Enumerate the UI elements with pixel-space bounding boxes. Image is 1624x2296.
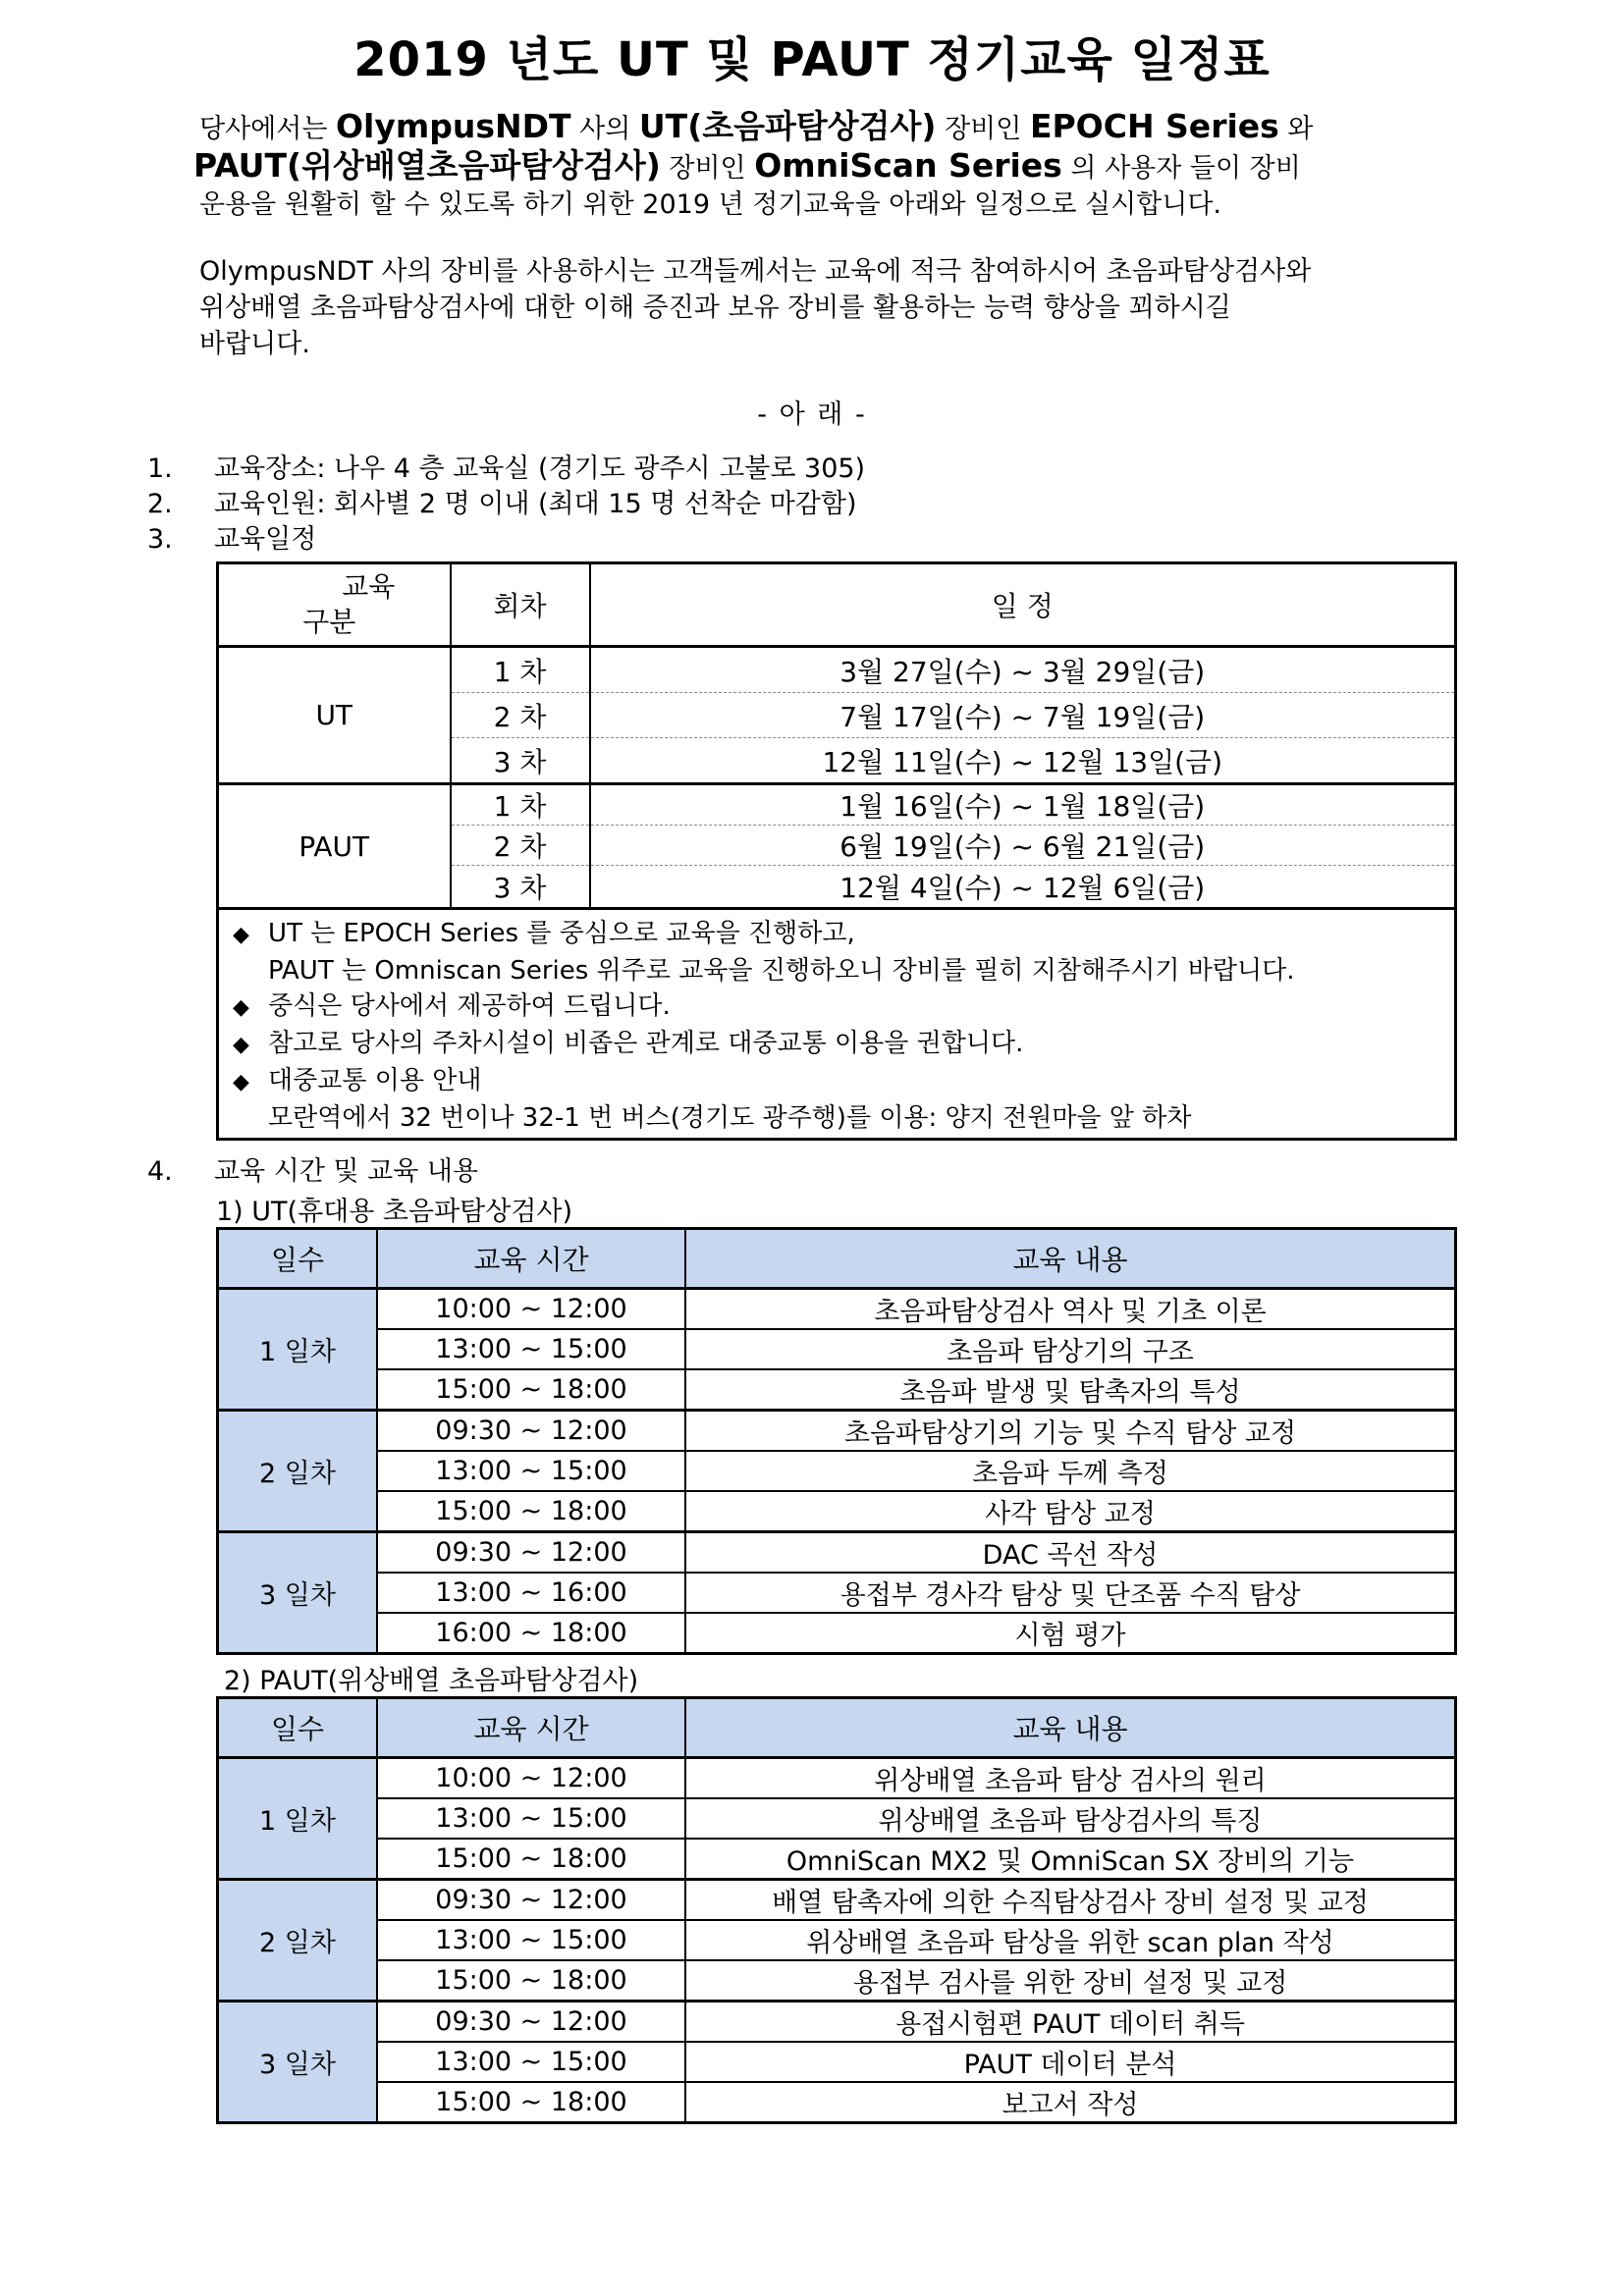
- intro-text: 사의: [570, 114, 639, 144]
- intro-epoch: EPOCH Series: [1029, 107, 1279, 145]
- header-content: 교육 내용: [685, 1229, 1456, 1289]
- intro-text: 의 사용자 들이 장비: [1061, 153, 1301, 184]
- time-cell: 15:00 ~ 18:00: [377, 1960, 685, 2002]
- content-cell: 사각 탐상 교정: [685, 1491, 1456, 1532]
- content-cell: 초음파 두께 측정: [685, 1451, 1456, 1491]
- item-capacity: 2. 교육인원: 회사별 2 명 이내 (최대 15 명 선착순 마감함): [147, 489, 857, 519]
- note-text: 모란역에서 32 번이나 32-1 번 버스(경기도 광주행)를 이용: 양지 전원마을 앞 하차: [268, 1103, 1192, 1133]
- intro-text: 당사에서는: [199, 114, 336, 144]
- note-text: 참고로 당사의 주차시설이 비좁은 관계로 대중교통 이용을 권합니다.: [268, 1029, 1024, 1058]
- date-cell: 12월 4일(수) ~ 12월 6일(금): [590, 866, 1456, 909]
- round-cell: 2 차: [451, 826, 590, 866]
- content-cell: 용접부 검사를 위한 장비 설정 및 교정: [685, 1960, 1456, 2002]
- intro-paragraph-2: [199, 253, 1466, 362]
- section-marker: - 아 래 -: [757, 400, 867, 430]
- content-cell: DAC 곡선 작성: [685, 1532, 1456, 1574]
- intro-text: 위상배열 초음파탐상검사에 대한 이해 증진과 보유 장비를 활용하는 능력 향상을 꾀하시길: [199, 293, 1231, 323]
- note-text: 대중교통 이용 안내: [268, 1066, 482, 1095]
- round-cell: 1 차: [451, 784, 590, 826]
- time-cell: 15:00 ~ 18:00: [377, 1839, 685, 1880]
- category-paut: PAUT: [218, 784, 451, 909]
- time-cell: 15:00 ~ 18:00: [377, 2082, 685, 2123]
- content-cell: 시험 평가: [685, 1613, 1456, 1654]
- round-cell: 3 차: [451, 738, 590, 784]
- intro-text: 장비인: [660, 153, 755, 184]
- intro-ut: UT(초음파탐상검사): [638, 107, 937, 145]
- day-cell: 2 일차: [218, 1411, 378, 1532]
- date-cell: 7월 17일(수) ~ 7월 19일(금): [590, 693, 1456, 738]
- time-cell: 13:00 ~ 15:00: [377, 1451, 685, 1491]
- header-day: 일수: [218, 1698, 378, 1758]
- date-cell: 1월 16일(수) ~ 1월 18일(금): [590, 784, 1456, 826]
- header-time: 교육 시간: [377, 1229, 685, 1289]
- header-round: 회차: [451, 563, 590, 647]
- bullet-icon: ◆: [233, 923, 249, 947]
- category-ut: UT: [218, 647, 451, 784]
- ut-course-title: 1) UT(휴대용 초음파탐상검사): [216, 1197, 573, 1227]
- item-course-heading: 4. 교육 시간 및 교육 내용: [147, 1156, 479, 1187]
- time-cell: 13:00 ~ 15:00: [377, 1920, 685, 1960]
- content-cell: 초음파 발생 및 탐촉자의 특성: [685, 1369, 1456, 1411]
- intro-text: 운용을 원활히 할 수 있도록 하기 위한 2019 년 정기교육을 아래와 일정으로 실시합니다.: [199, 189, 1221, 220]
- header-time: 교육 시간: [377, 1698, 685, 1758]
- intro-omniscan: OmniScan Series: [754, 146, 1062, 185]
- content-cell: PAUT 데이터 분석: [685, 2042, 1456, 2082]
- round-cell: 1 차: [451, 647, 590, 693]
- note-text: PAUT 는 Omniscan Series 위주로 교육을 진행하오니 장비를 필히 지참해주시기 바랍니다.: [268, 956, 1295, 986]
- ut-course-table: [216, 1227, 1457, 1655]
- intro-text: 장비인: [936, 114, 1030, 144]
- content-cell: OmniScan MX2 및 OmniScan SX 장비의 기능: [685, 1839, 1456, 1880]
- time-cell: 09:30 ~ 12:00: [377, 2002, 685, 2043]
- time-cell: 09:30 ~ 12:00: [377, 1880, 685, 1921]
- content-cell: 위상배열 초음파 탐상검사의 특징: [685, 1798, 1456, 1839]
- content-cell: 위상배열 초음파 탐상 검사의 원리: [685, 1758, 1456, 1799]
- content-cell: 용접부 경사각 탐상 및 단조품 수직 탐상: [685, 1573, 1456, 1613]
- schedule-table: [216, 561, 1457, 1141]
- time-cell: 13:00 ~ 15:00: [377, 2042, 685, 2082]
- time-cell: 16:00 ~ 18:00: [377, 1613, 685, 1654]
- time-cell: 09:30 ~ 12:00: [377, 1532, 685, 1574]
- note-text: 중식은 당사에서 제공하여 드립니다.: [268, 991, 671, 1021]
- day-cell: 3 일차: [218, 2002, 378, 2123]
- content-cell: 초음파 탐상기의 구조: [685, 1329, 1456, 1369]
- date-cell: 3월 27일(수) ~ 3월 29일(금): [590, 647, 1456, 693]
- day-cell: 1 일차: [218, 1758, 378, 1880]
- round-cell: 3 차: [451, 866, 590, 909]
- content-cell: 보고서 작성: [685, 2082, 1456, 2123]
- time-cell: 15:00 ~ 18:00: [377, 1491, 685, 1532]
- intro-text: 와: [1278, 114, 1314, 144]
- round-cell: 2 차: [451, 693, 590, 738]
- time-cell: 15:00 ~ 18:00: [377, 1369, 685, 1411]
- page-title: 2019 년도 UT 및 PAUT 정기교육 일정표: [353, 32, 1271, 87]
- time-cell: 10:00 ~ 12:00: [377, 1289, 685, 1330]
- paut-course-table: [216, 1696, 1457, 2124]
- schedule-notes: [218, 909, 1456, 1140]
- day-cell: 1 일차: [218, 1289, 378, 1411]
- header-day: 일수: [218, 1229, 378, 1289]
- time-cell: 13:00 ~ 16:00: [377, 1573, 685, 1613]
- content-cell: 위상배열 초음파 탐상을 위한 scan plan 작성: [685, 1920, 1456, 1960]
- item-schedule-heading: 3. 교육일정: [147, 524, 317, 555]
- time-cell: 13:00 ~ 15:00: [377, 1798, 685, 1839]
- bullet-icon: ◆: [233, 1033, 249, 1057]
- content-cell: 초음파탐상기의 기능 및 수직 탐상 교정: [685, 1411, 1456, 1452]
- header-content: 교육 내용: [685, 1698, 1456, 1758]
- time-cell: 09:30 ~ 12:00: [377, 1411, 685, 1452]
- note-text: UT 는 EPOCH Series 를 중심으로 교육을 진행하고,: [268, 919, 855, 948]
- bullet-icon: ◆: [233, 1070, 249, 1095]
- header-category: 교육 구분: [218, 563, 451, 647]
- intro-paut: PAUT(위상배열초음파탐상검사): [193, 146, 661, 185]
- content-cell: 용접시험편 PAUT 데이터 취득: [685, 2002, 1456, 2043]
- day-cell: 2 일차: [218, 1880, 378, 2002]
- content-cell: 초음파탐상검사 역사 및 기초 이론: [685, 1289, 1456, 1330]
- item-location: 1. 교육장소: 나우 4 층 교육실 (경기도 광주시 고불로 305): [147, 454, 866, 484]
- paut-course-title: 2) PAUT(위상배열 초음파탐상검사): [224, 1666, 639, 1696]
- day-cell: 3 일차: [218, 1532, 378, 1654]
- content-cell: 배열 탐촉자에 의한 수직탐상검사 장비 설정 및 교정: [685, 1880, 1456, 1921]
- date-cell: 12월 11일(수) ~ 12월 13일(금): [590, 738, 1456, 784]
- intro-text: OlympusNDT 사의 장비를 사용하시는 고객들께서는 교육에 적극 참여하시어 초음파탐상검사와: [199, 256, 1312, 287]
- intro-company: OlympusNDT: [336, 107, 571, 145]
- intro-text: 바랍니다.: [199, 329, 310, 359]
- date-cell: 6월 19일(수) ~ 6월 21일(금): [590, 826, 1456, 866]
- time-cell: 13:00 ~ 15:00: [377, 1329, 685, 1369]
- header-date: 일 정: [590, 563, 1456, 647]
- intro-paragraph-1: [193, 107, 1466, 223]
- bullet-icon: ◆: [233, 995, 249, 1020]
- time-cell: 10:00 ~ 12:00: [377, 1758, 685, 1799]
